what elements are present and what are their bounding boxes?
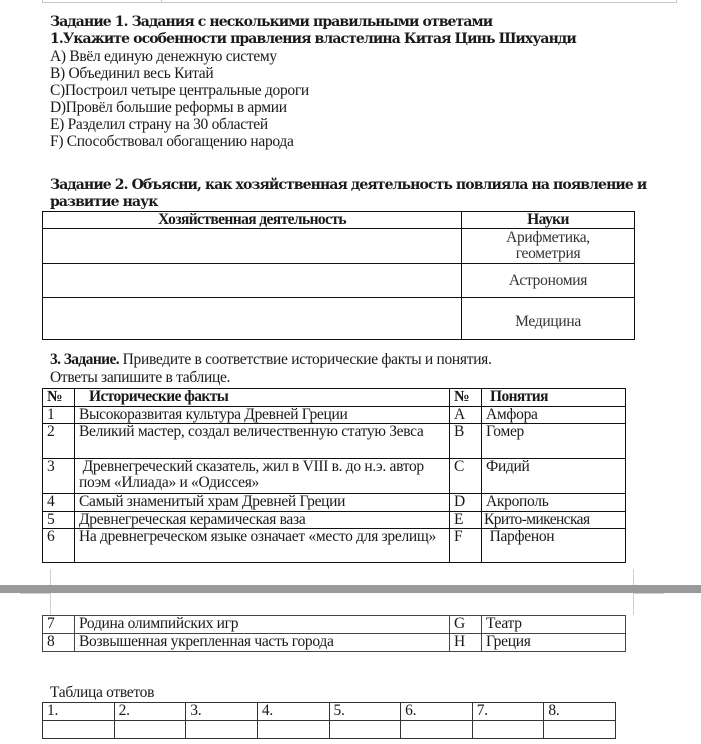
- option-c: C)Построил четыре центральные дороги: [50, 82, 309, 99]
- table-row: [43, 229, 635, 264]
- answer-input-cell[interactable]: [186, 721, 258, 739]
- answer-input-cell[interactable]: [472, 721, 544, 739]
- row-number: 6: [43, 529, 75, 563]
- option-d: D)Провёл большие реформы в армии: [50, 99, 287, 116]
- table-header-row: [43, 389, 626, 407]
- answers-title: Таблица ответов: [50, 684, 155, 701]
- activity-input-cell[interactable]: [43, 264, 462, 298]
- activity-input-cell[interactable]: [43, 229, 462, 264]
- concept-letter: E: [450, 512, 482, 529]
- concept-cell: Фидий: [482, 459, 626, 494]
- fact-cell: Самый знаменитый храм Древней Греции: [75, 494, 450, 512]
- concept-letter: D: [450, 494, 482, 512]
- option-b: B) Объединил весь Китай: [50, 65, 214, 82]
- answer-label: 8.: [544, 703, 616, 721]
- header-letter: №: [450, 389, 482, 407]
- concept-letter: F: [450, 529, 482, 563]
- answer-input-cell[interactable]: [544, 721, 616, 739]
- concept-letter: G: [450, 616, 482, 634]
- header-num: №: [43, 389, 75, 407]
- table-row: [43, 512, 626, 529]
- header-activity: Хозяйственная деятельность: [43, 212, 462, 229]
- concept-cell: Акрополь: [482, 494, 626, 512]
- table-row: [43, 407, 626, 424]
- concept-cell: Театр: [482, 616, 626, 634]
- answer-label: 7.: [472, 703, 544, 721]
- option-e: E) Разделил страну на 30 областей: [50, 116, 268, 133]
- science-cell: Астрономия: [462, 264, 635, 298]
- header-facts: Исторические факты: [75, 389, 450, 407]
- row-number: 7: [43, 616, 75, 634]
- header-concepts: Понятия: [482, 389, 626, 407]
- table-row: [43, 494, 626, 512]
- concept-cell: Амфора: [482, 407, 626, 424]
- answer-label: 6.: [401, 703, 473, 721]
- concept-cell: Греция: [482, 634, 626, 652]
- concept-letter: B: [450, 424, 482, 459]
- row-number: 3: [43, 459, 75, 494]
- fact-cell: На древнегреческом языке означает «место для зрелищ»: [75, 529, 450, 563]
- task1-title: Задание 1. Задания с несколькими правильными ответами: [50, 14, 493, 30]
- previous-page-box: [42, 0, 677, 3]
- concept-cell: Гомер: [482, 424, 626, 459]
- table-header-row: [43, 212, 635, 229]
- task3-title: 3. Задание. Приведите в соответствие исторические факты и понятия.: [50, 351, 492, 368]
- table-row: [43, 616, 626, 634]
- row-number: 4: [43, 494, 75, 512]
- activity-input-cell[interactable]: [43, 298, 462, 340]
- header-sciences: Науки: [462, 212, 635, 229]
- fact-cell: Высокоразвитая культура Древней Греции: [75, 407, 450, 424]
- fact-cell: Великий мастер, создал величественную статую Зевса: [75, 424, 450, 459]
- answer-input-cell[interactable]: [43, 721, 115, 739]
- row-number: 8: [43, 634, 75, 652]
- answers-header-row: [43, 703, 616, 721]
- concept-cell: Крито-микенская: [482, 512, 626, 529]
- page-break: [0, 585, 701, 593]
- answers-input-row: [43, 721, 616, 739]
- matching-table: [42, 388, 626, 563]
- answer-input-cell[interactable]: [257, 721, 329, 739]
- answers-table: [42, 702, 616, 739]
- row-number: 5: [43, 512, 75, 529]
- task2-title-line2: развитие наук: [50, 194, 158, 210]
- option-f: F) Способствовал обогащению народа: [50, 133, 294, 150]
- answer-input-cell[interactable]: [401, 721, 473, 739]
- fact-cell: Родина олимпийских игр: [75, 616, 450, 634]
- table-row: [43, 298, 635, 340]
- answer-input-cell[interactable]: [329, 721, 401, 739]
- option-a: A) Ввёл единую денежную систему: [50, 48, 277, 65]
- task2-title-line1: Задание 2. Объясни, как хозяйственная деятельность повлияла на появление и: [50, 177, 647, 193]
- science-cell: Арифметика, геометрия: [462, 229, 635, 264]
- answer-input-cell[interactable]: [114, 721, 186, 739]
- task1-options: [50, 48, 309, 150]
- fact-cell: Древнегреческая керамическая ваза: [75, 512, 450, 529]
- concept-letter: H: [450, 634, 482, 652]
- matching-table-continued: [42, 615, 626, 652]
- page-corner-mark: [20, 593, 51, 615]
- table-row: [43, 264, 635, 298]
- page-corner-mark: [633, 593, 664, 615]
- task3-subtitle: Ответы запишите в таблице.: [50, 369, 231, 386]
- concept-letter: A: [450, 407, 482, 424]
- table-row: [43, 529, 626, 563]
- row-number: 1: [43, 407, 75, 424]
- fact-cell: Древнегреческий сказатель, жил в VIII в. до н.э. автор поэм «Илиада» и «Одиссея»: [75, 459, 450, 494]
- answer-label: 4.: [257, 703, 329, 721]
- answer-label: 2.: [114, 703, 186, 721]
- science-cell: Медицина: [462, 298, 635, 340]
- divider: [161, 0, 162, 2]
- table-row: [43, 634, 626, 652]
- row-number: 2: [43, 424, 75, 459]
- economy-sciences-table: [42, 211, 635, 340]
- table-row: [43, 459, 626, 494]
- answer-label: 5.: [329, 703, 401, 721]
- fact-cell: Возвышенная укрепленная часть города: [75, 634, 450, 652]
- concept-letter: C: [450, 459, 482, 494]
- concept-cell: Парфенон: [482, 529, 626, 563]
- task1-question: 1.Укажите особенности правления властелина Китая Цинь Шихуанди: [50, 31, 576, 47]
- answer-label: 3.: [186, 703, 258, 721]
- answer-label: 1.: [43, 703, 115, 721]
- table-row: [43, 424, 626, 459]
